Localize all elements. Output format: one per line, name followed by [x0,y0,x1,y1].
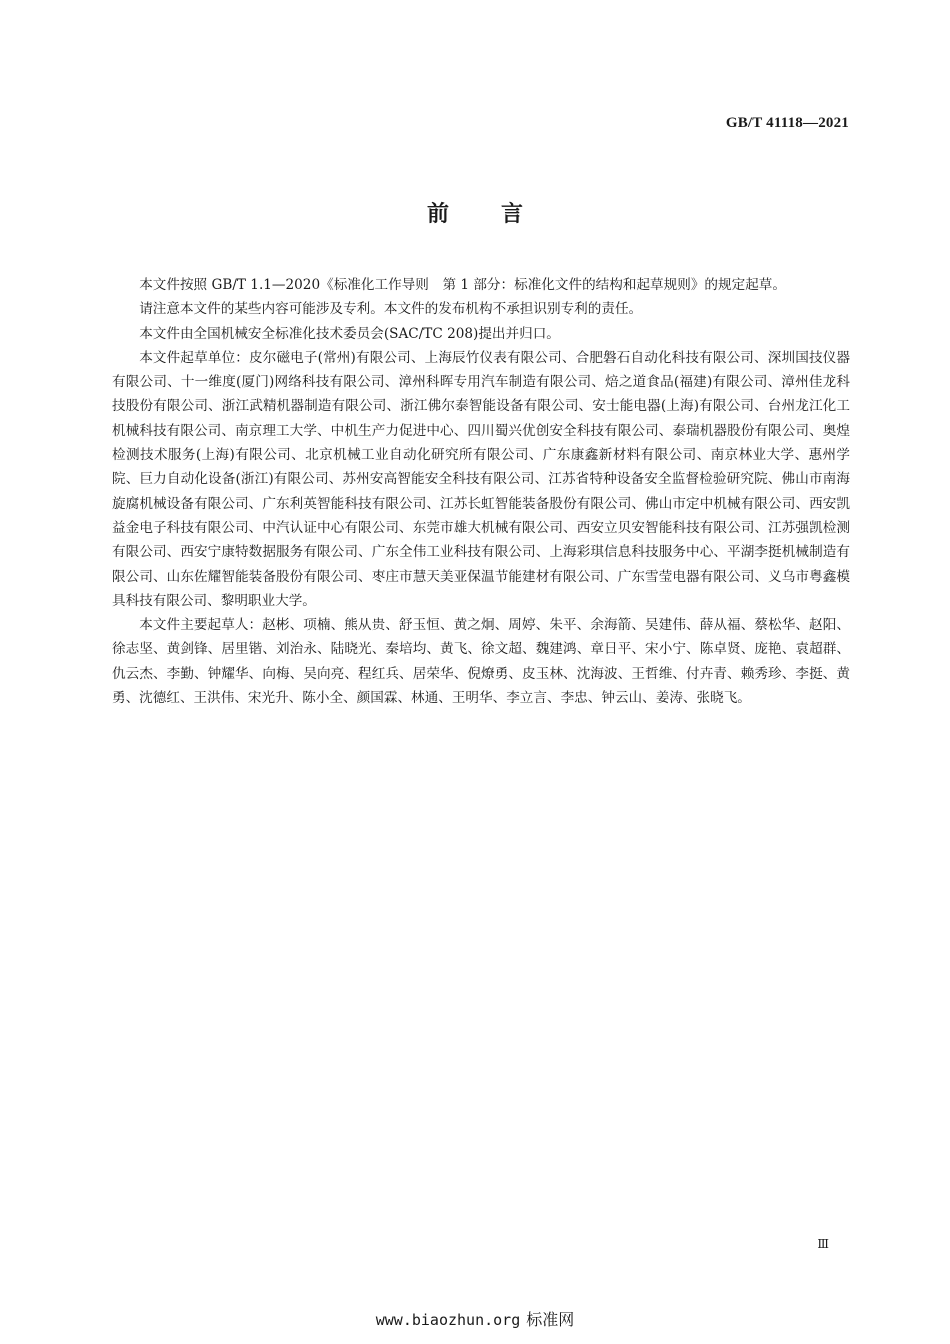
watermark-url[interactable]: www.biaozhun.org [375,1311,521,1329]
title-char-2: 言 [501,202,524,227]
paragraph-drafting-rules: 本文件按照 GB/T 1.1—2020《标准化工作导则 第 1 部分：标准化文件的结构和起草规则》的规定起草。 [139,277,786,293]
watermark-site-name: 标准网 [526,1310,575,1329]
page-number: Ⅲ [817,1237,829,1251]
paragraph-proposer: 本文件由全国机械安全标准化技术委员会(SAC/TC 208)提出并归口。 [139,325,560,342]
foreword-body [112,273,850,710]
title-char-1: 前 [426,202,449,227]
paragraph-drafters: 本文件主要起草人：赵彬、项楠、熊从贵、舒玉恒、黄之炯、周婷、朱平、余海箭、吴建伟、薛从福、蔡松华、赵阳、徐志坚、黄剑锋、居里锴、刘治永、陆晓光、秦培均、黄飞、徐文超、魏建鸿、章日平、宋小宁、陈卓贤、庞艳、袁超群、仇云杰、李勤、钟耀华、向梅、吴向亮、程红兵、居荣华、倪燎勇、皮玉林、沈海波、王哲维、付卉青、赖秀珍、李挺、黄勇、沈德红、王洪伟、宋光升、陈小全、颜国霖、林通、王明华、李立言、李忠、钟云山、姜涛、张晓飞。 [112,617,850,707]
standard-number: GB/T 41118—2021 [725,115,849,131]
paragraph-patent-notice: 请注意本文件的某些内容可能涉及专利。本文件的发布机构不承担识别专利的责任。 [139,301,643,318]
watermark [0,1307,950,1330]
page-title [0,197,950,228]
paragraph-drafting-units: 本文件起草单位：皮尔磁电子(常州)有限公司、上海辰竹仪表有限公司、合肥磐石自动化科技有限公司、深圳国技仪器有限公司、十一维度(厦门)网络科技有限公司、漳州科晖专用汽车制造有限公司、焙之道食品(福建)有限公司、漳州佳龙科技股份有限公司、浙江武精机器制造有限公司、浙江佛尔泰智能设备有限公司、安士能电器(上海)有限公司、台州龙江化工机械科技有限公司、南京理工大学、中机生产力促进中心、四川蜀兴优创安全科技有限公司、泰瑞机器股份有限公司、奥煌检测技术服务(上海)有限公司、北京机械工业自动化研究所有限公司、广东康鑫新材料有限公司、南京林业大学、惠州学院、巨力自动化设备(浙江)有限公司、苏州安高智能安全科技有限公司、江苏省特种设备安全监督检验研究院、佛山市南海旋腐机械设备有限公司、广东利英智能科技有限公司、江苏长虹智能装备股份有限公司、佛山市定中机械有限公司、西安凯益金电子科技有限公司、中汽认证中心有限公司、东莞市雄大机械有限公司、西安立贝安智能科技有限公司、江苏强凯检测有限公司、西安宁康特数据服务有限公司、广东全伟工业科技有限公司、上海彩琪信息科技服务中心、平湖李挺机械制造有限公司、山东佐耀智能装备股份有限公司、枣庄市慧天美亚保温节能建材有限公司、广东雪莹电器有限公司、义乌市粤鑫模具科技有限公司、黎明职业大学。 [112,349,850,609]
